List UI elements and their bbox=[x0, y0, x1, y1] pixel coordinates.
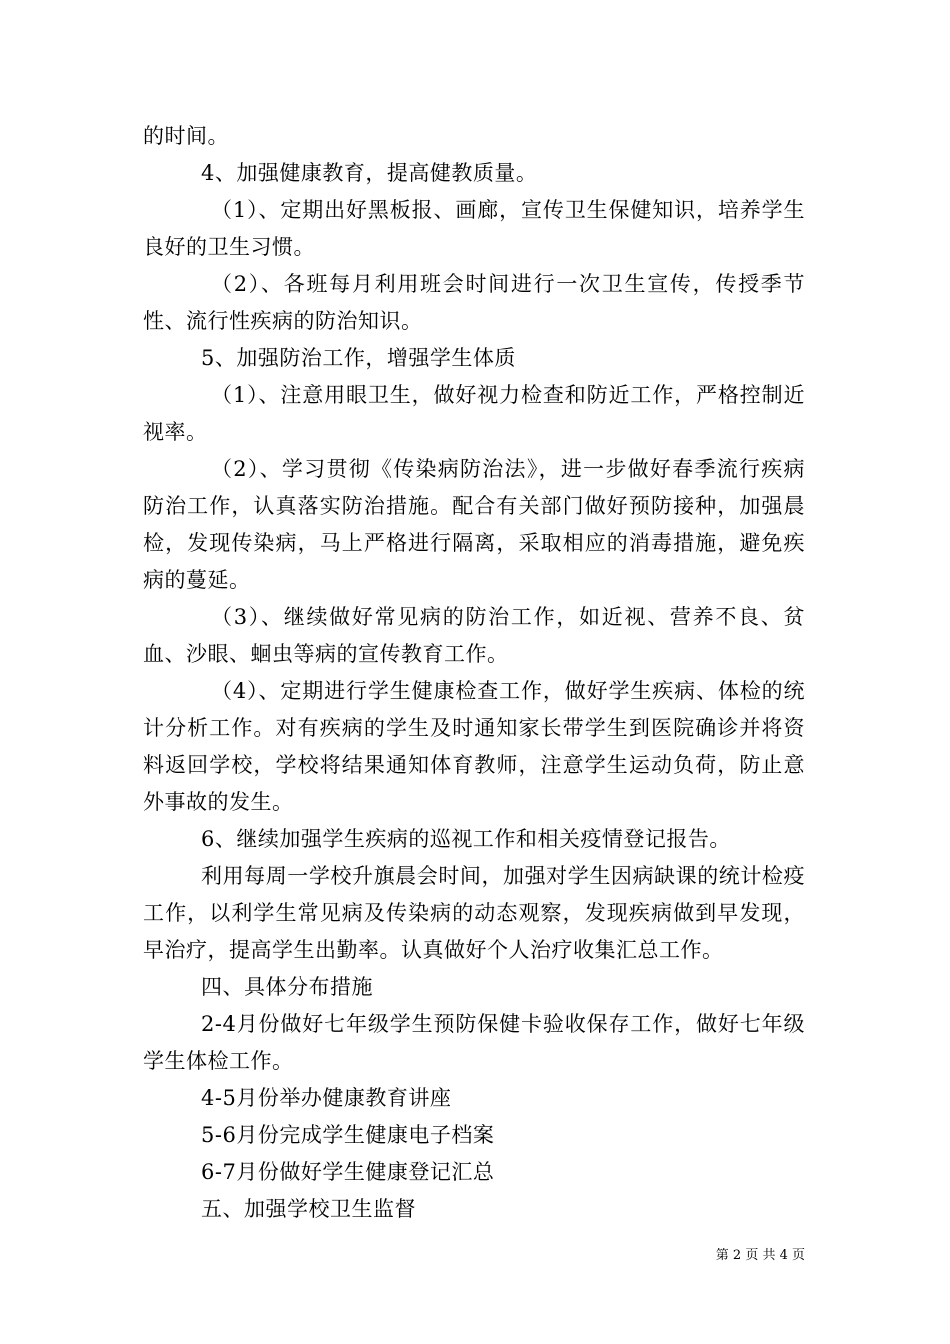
paragraph-health-checkup: （4）、定期进行学生健康检查工作，做好学生疾病、体检的统计分析工作。对有疾病的学生及时通知家长带学生到医院确诊并将资料返回学校，学校将结果通知体育教师，注意学生运动负荷，防止意外事故的发生。 bbox=[143, 679, 805, 814]
paragraph-eye-hygiene: （1）、注意用眼卫生，做好视力检查和防近工作，严格控制近视率。 bbox=[143, 383, 805, 444]
section-heading-inspection: 6、继续加强学生疾病的巡视工作和相关疫情登记报告。 bbox=[201, 827, 731, 851]
section-heading-health-education: 4、加强健康教育，提高健教质量。 bbox=[201, 161, 538, 185]
section-heading-measures: 四、具体分布措施 bbox=[201, 975, 373, 999]
paragraph-continuation: 的时间。 bbox=[143, 124, 229, 148]
section-heading-supervision: 五、加强学校卫生监督 bbox=[201, 1197, 416, 1221]
section-heading-prevention: 5、加强防治工作，增强学生体质 bbox=[201, 346, 516, 370]
paragraph-infectious-disease-law: （2）、学习贯彻《传染病防治法》，进一步做好春季流行疾病防治工作，认真落实防治措施。配合有关部门做好预防接种，加强晨检，发现传染病，马上严格进行隔离，采取相应的消毒措施，避免疾病的蔓延。 bbox=[143, 457, 805, 592]
paragraph-common-diseases: （3）、继续做好常见病的防治工作，如近视、营养不良、贫血、沙眼、蛔虫等病的宣传教育工作。 bbox=[143, 605, 805, 666]
paragraph-morning-assembly: 利用每周一学校升旗晨会时间，加强对学生因病缺课的统计检疫工作，以利学生常见病及传染病的动态观察，发现疾病做到早发现，早治疗，提高学生出勤率。认真做好个人治疗收集汇总工作。 bbox=[143, 864, 805, 962]
schedule-item-apr-may: 4-5月份举办健康教育讲座 bbox=[201, 1086, 452, 1110]
schedule-item-jun-jul: 6-7月份做好学生健康登记汇总 bbox=[201, 1160, 495, 1184]
paragraph-blackboard-publicity: （1）、定期出好黑板报、画廊，宣传卫生保健知识，培养学生良好的卫生习惯。 bbox=[143, 198, 805, 259]
page-number-footer: 第 2 页 共 4 页 bbox=[715, 1248, 805, 1263]
paragraph-class-meeting-publicity: （2）、各班每月利用班会时间进行一次卫生宣传，传授季节性、流行性疾病的防治知识。 bbox=[143, 272, 805, 333]
document-body bbox=[143, 118, 805, 1228]
schedule-item-may-jun: 5-6月份完成学生健康电子档案 bbox=[201, 1123, 495, 1147]
schedule-item-feb-apr: 2-4月份做好七年级学生预防保健卡验收保存工作，做好七年级学生体检工作。 bbox=[143, 1012, 805, 1073]
